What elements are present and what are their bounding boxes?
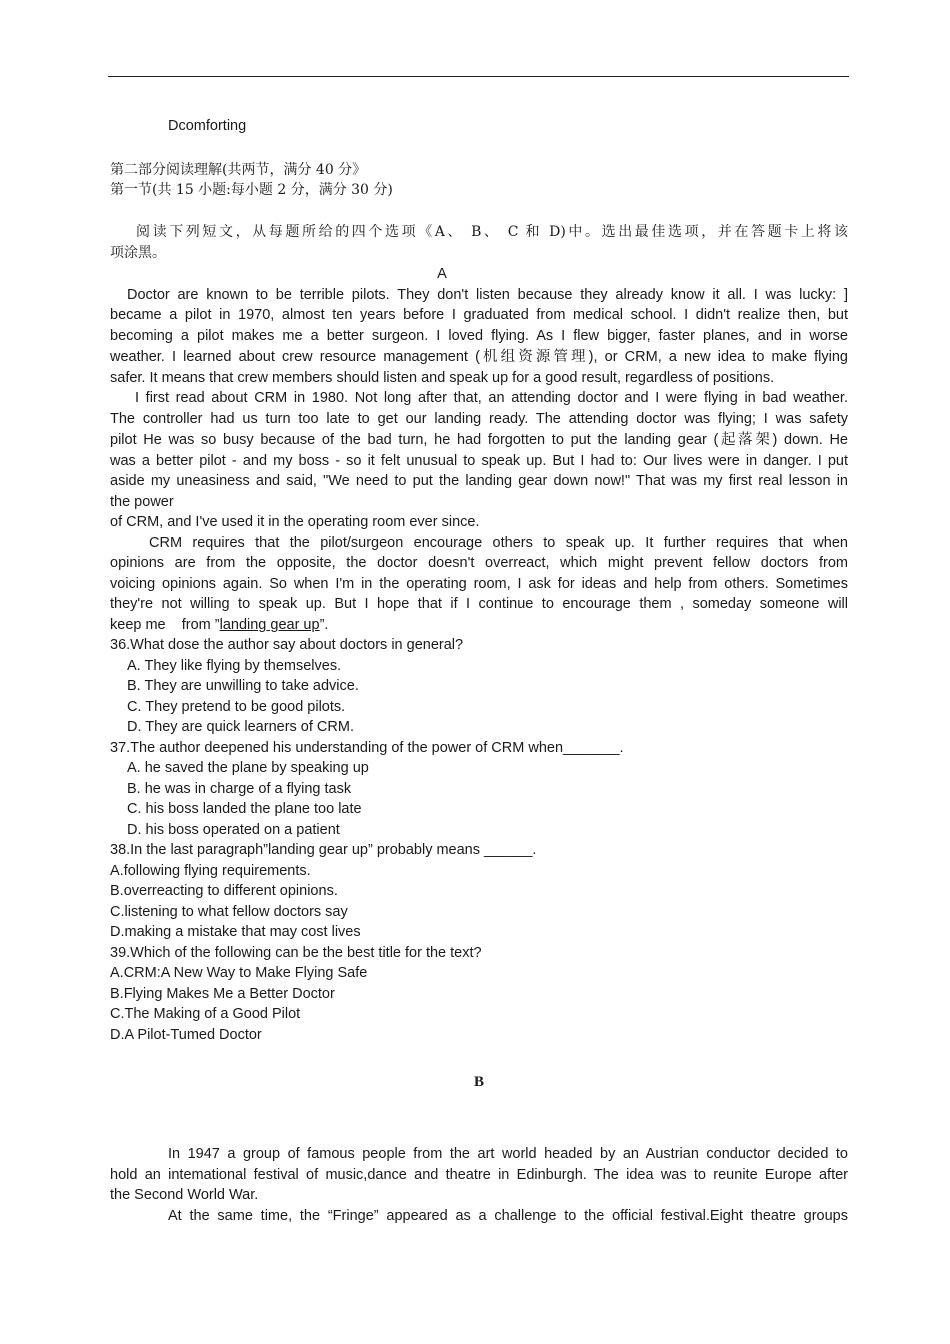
passage-line: opinions are from the opposite, the doctor doesn't overreact, which might prevent fellow doctors from	[110, 555, 848, 571]
passage-line: of CRM, and I've used it in the operating room ever since.	[110, 514, 480, 530]
passage-b-label: B	[473, 1074, 484, 1090]
passage-line: weather. I learned about crew resource management (机组资源管理), or CRM, a new idea to make flying	[110, 349, 848, 365]
passage-line: CRM requires that the pilot/surgeon encourage others to speak up. It further requires that when	[149, 535, 848, 551]
passage-line: voicing opinions again. So when I'm in the operating room, I ask for ideas and help from others. Sometimes	[110, 576, 848, 592]
passage-line: they're not willing to speak up. But I hope that if I continue to encourage them , someday someone will	[110, 596, 848, 612]
section-heading: 第二部分阅读理解(共两节，满分 40 分》	[110, 162, 367, 178]
header-rule	[108, 76, 849, 77]
subsection-heading: 第一节(共 15 小题:每小题 2 分，满分 30 分)	[110, 182, 393, 198]
question-stem: 36.What dose the author say about doctors in general?	[110, 637, 464, 653]
passage-line: hold an intemational festival of music,dance and theatre in Edinburgh. The idea was to reunite Europe after	[110, 1167, 848, 1183]
passage-line: I first read about CRM in 1980. Not long after that, an attending doctor and I were flying in bad weather.	[135, 390, 848, 406]
last-line-prefix: keep me from ”	[110, 617, 220, 633]
passage-last-line	[110, 615, 848, 635]
last-line-suffix: ”.	[319, 617, 329, 633]
option: D. his boss operated on a patient	[127, 822, 340, 838]
landing-gear-up-phrase: landing gear up	[219, 617, 320, 633]
top-fragment: Dcomforting	[168, 118, 247, 134]
option: B.overreacting to different opinions.	[110, 883, 338, 899]
option: D. They are quick learners of CRM.	[127, 719, 354, 735]
option: B. They are unwilling to take advice.	[127, 678, 359, 694]
passage-line: Doctor are known to be terrible pilots. They don't listen because they already know it all. I was lucky: ]	[127, 287, 848, 303]
option: C.The Making of a Good Pilot	[110, 1006, 301, 1022]
passage-line: The controller had us turn too late to get our landing ready. The attending doctor was flying; I was safety	[110, 411, 848, 427]
option: C. They pretend to be good pilots.	[127, 699, 346, 715]
passage-line: the Second World War.	[110, 1187, 259, 1203]
question-stem: 39.Which of the following can be the best title for the text?	[110, 945, 482, 961]
passage-a-label: A	[437, 266, 447, 282]
passage-line: At the same time, the “Fringe” appeared as a challenge to the official festival.Eight theatre groups	[168, 1208, 848, 1224]
instructions-line: 项涂黑。	[110, 245, 166, 261]
option: C. his boss landed the plane too late	[127, 801, 362, 817]
passage-line: became a pilot in 1970, almost ten years before I graduated from medical school. I didn't realize then, but	[110, 307, 848, 323]
option: A. They like flying by themselves.	[127, 658, 342, 674]
option: B.Flying Makes Me a Better Doctor	[110, 986, 335, 1002]
passage-line: the power	[110, 494, 174, 510]
question-stem: 37.The author deepened his understanding of the power of CRM when_______.	[110, 740, 624, 756]
option: D.A Pilot-Tumed Doctor	[110, 1027, 262, 1043]
question-stem: 38.In the last paragraph”landing gear up” probably means ______.	[110, 842, 537, 858]
option: A.CRM:A New Way to Make Flying Safe	[110, 965, 368, 981]
option: A.following flying requirements.	[110, 863, 311, 879]
passage-line: pilot He was so busy because of the bad turn, he had forgotten to put the landing gear (起落架) down. He	[110, 432, 848, 448]
option: C.listening to what fellow doctors say	[110, 904, 348, 920]
passage-line: aside my uneasiness and said, "We need to put the landing gear down now!" That was my first real lesson in	[110, 473, 848, 489]
passage-line: was a better pilot - and my boss - so it felt unusual to speak up. But I had to: Our lives were in danger. I put	[110, 453, 848, 469]
option: A. he saved the plane by speaking up	[127, 760, 369, 776]
passage-line: becoming a pilot makes me a better surgeon. I loved flying. As I flew bigger, faster planes, and in worse	[110, 328, 848, 344]
passage-line: In 1947 a group of famous people from the art world headed by an Austrian conductor decided to	[168, 1146, 848, 1162]
option: D.making a mistake that may cost lives	[110, 924, 361, 940]
option: B. he was in charge of a flying task	[127, 781, 352, 797]
passage-line: safer. It means that crew members should listen and speak up for a good result, regardless of positions.	[110, 370, 775, 386]
instructions-line: 阅读下列短文，从每题所给的四个选项《A、 B、 C 和 D)中。选出最佳选项，并在答题卡上将该	[136, 224, 848, 240]
